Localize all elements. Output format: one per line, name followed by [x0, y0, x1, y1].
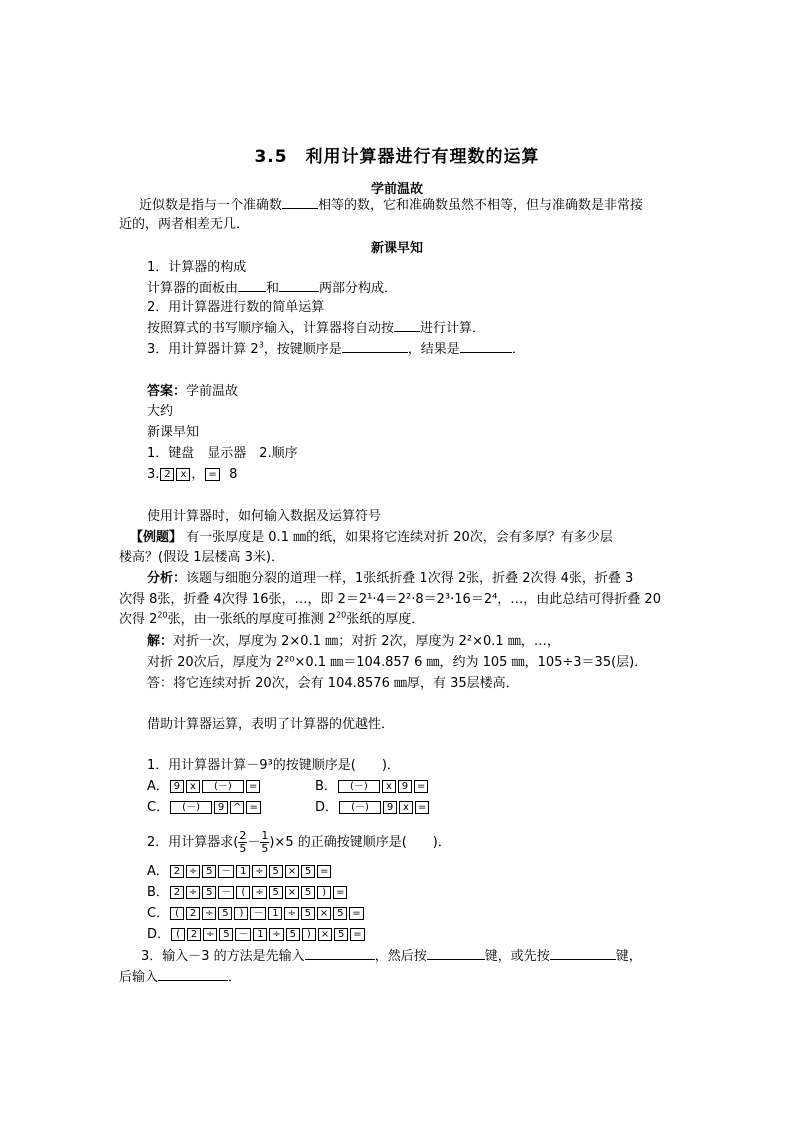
- question-1-option-c: C． (－) 9 ^ =: [147, 799, 262, 817]
- guide-text: 使用计算器时，如何输入数据及运算符号: [147, 509, 382, 524]
- review-line-2: 近的，两者相差无几．: [119, 217, 250, 232]
- analysis-line-3: 次得 $2^{20}$张，由一张纸的厚度可推测 $2^{20}$张纸的厚度．: [119, 610, 425, 627]
- question-1-option-d: D． (－) 9 x =: [315, 799, 430, 817]
- analysis-line-2: 次得 8张，折叠 4次得 16张，…，即 2＝2¹·4＝2²·8＝2³·16＝2⁴，…，由此总结可得折叠 20: [119, 592, 661, 607]
- question-2-option-c: C． ( 2 ÷ 5 ) － 1 ÷ 5 × 5 =: [147, 905, 365, 923]
- solution-line-3: 答：将它连续对折 20次，会有 104.8576 ㎜厚，有 35层楼高．: [147, 676, 519, 691]
- preview-q3-line: 3．用计算器计算 $2^3$，按键顺序是 ，结果是 ．: [147, 340, 525, 357]
- answer-line-2: 大约: [147, 404, 174, 419]
- question-2-option-d: D． ( 2 ÷ 5 － 1 ÷ 5 ) × 5 =: [147, 926, 366, 944]
- answer-line-4: 1．键盘 显示器 2.顺序: [147, 446, 298, 461]
- answer-line-1: 答案：学前温故: [147, 384, 239, 399]
- question-2-option-b: B． 2 ÷ 5 － ( ÷ 5 × 5 ) =: [147, 884, 348, 902]
- question-1-stem: 1．用计算器计算－9³的按键顺序是( )．: [147, 758, 400, 773]
- question-1-option-b: B． (－) x 9 =: [315, 778, 429, 796]
- section-heading-review: 学前温故: [370, 182, 423, 197]
- solution-line-2: 对折 20次后，厚度为 2²⁰×0.1 ㎜＝104.857 6 ㎜，约为 105 ㎜，105÷3＝35(层)．: [147, 655, 648, 670]
- question-3-line-1: 3．输入－3 的方法是先输入 ，然后按 键，或先按 键，: [141, 949, 642, 964]
- preview-q2-line: 按照算式的书写顺序输入，计算器将自动按 进行计算．: [147, 321, 486, 336]
- preview-q1-line: 计算器的面板由 和 两部分构成．: [147, 281, 398, 296]
- answer-line-3: 新课早知: [147, 425, 200, 440]
- analysis-line-1: 分析：该题与细胞分裂的道理一样，1张纸折叠 1次得 2张，折叠 2次得 4张，折叠 3: [147, 571, 634, 586]
- question-1-option-a: A． 9 x (－) =: [147, 778, 261, 796]
- review-line-1: 近似数是指与一个准确数 相等的数，它和准确数虽然不相等，但与准确数是非常接: [139, 198, 644, 213]
- example-line-2: 楼高？(假设 1层楼高 3米)．: [119, 550, 284, 565]
- example-line-1: 【例题】 有一张厚度是 0.1 ㎜的纸，如果将它连续对折 20次，会有多厚？有多少层: [130, 530, 613, 545]
- section-heading-preview: 新课早知: [370, 241, 423, 256]
- question-3-line-2: 后输入 ．: [119, 970, 242, 985]
- summary-text: 借助计算器运算，表明了计算器的优越性．: [147, 717, 395, 732]
- solution-line-1: 解：对折一次，厚度为 2×0.1 ㎜；对折 2次，厚度为 2²×0.1 ㎜，…，: [147, 634, 560, 649]
- preview-q1: 1．计算器的构成: [147, 260, 247, 275]
- question-2-stem: 2．用计算器求( $\frac{2}{5}$ － $\frac{1}{5}$ )×5 的正确按键顺序是( )．: [147, 829, 451, 855]
- preview-q2: 2．用计算器进行数的简单运算: [147, 300, 325, 315]
- answer-line-5: 3. 2 x ， = 8: [147, 467, 238, 482]
- page-title: 3.5 利用计算器进行有理数的运算: [254, 147, 540, 167]
- question-2-option-a: A． 2 ÷ 5 － 1 ÷ 5 × 5 =: [147, 863, 332, 881]
